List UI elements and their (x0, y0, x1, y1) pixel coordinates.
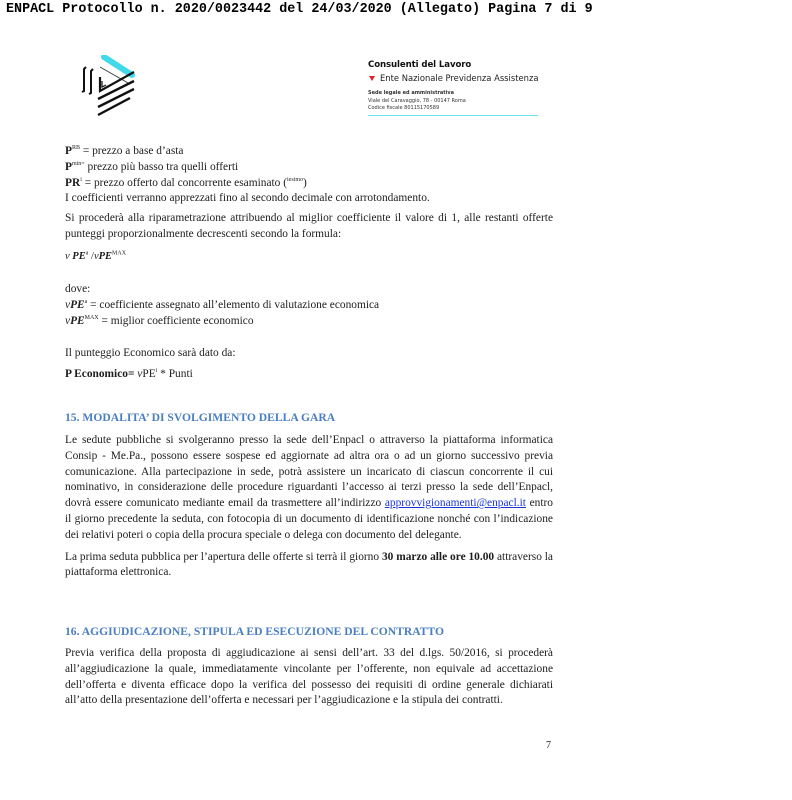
letterhead-office-label: Sede legale ed amministrativa (368, 90, 455, 96)
letterhead-address: Viale del Caravaggio, 78 - 00147 Roma (368, 97, 466, 104)
formula-sup: a (85, 250, 89, 257)
page-number: 7 (546, 740, 551, 751)
legend-sup: min= (71, 161, 85, 168)
first-session-date: 30 marzo alle ore 10.00 (381, 550, 495, 563)
legend-text: = prezzo offerto dal concorrente esaminato ( (81, 177, 287, 189)
letterhead-tax-code: Codice fiscale 80115170589 (368, 105, 440, 111)
legend-sup: i (80, 177, 82, 184)
formula-v: v (93, 251, 99, 262)
procurement-email-link[interactable]: approvvigionamenti@enpacl.it (384, 497, 526, 510)
score-formula (65, 368, 193, 380)
definition-sup: MAX (84, 315, 99, 322)
section-15-p2-text: La prima seduta pubblica per l’apertura delle offerte si terrà il giorno (65, 550, 382, 563)
rounding-note: I coefficienti verranno apprezzati fino al secondo decimale con arrotondamento. (65, 192, 430, 204)
legend-text: ) (303, 177, 307, 189)
section-15-body (65, 433, 553, 581)
legend-symbol: PR (65, 177, 81, 189)
section-15-paragraph-1 (65, 433, 553, 544)
formula (65, 251, 126, 262)
legend-sup: RB (71, 145, 80, 152)
legend-symbol: P (65, 145, 72, 157)
definition-line (65, 299, 379, 311)
definition-text: = coefficiente assegnato all’elemento di valutazione economica (87, 299, 380, 311)
letterhead (368, 60, 540, 116)
where-label: dove: (65, 283, 91, 295)
definition-v: v (65, 315, 71, 327)
section-15-p1-text: Le sedute pubbliche si svolgeranno presso la sede dell’Enpacl o attraverso la piattaforma informatica Consip - Me.Pa., possono essere sospese ed aggiornate ad altra ora o ad un giorno successivo previa comunicazione. Alla partecipazione in sede, potrà assistere un incaricato di ciascun concorrente il cui nominativo, in considerazione delle procedure riguardanti l’accesso ai terzi presso la sede dell’Enpacl, dovrà essere comunicato mediante email da trasmettere all’indirizzo (65, 434, 553, 510)
section-15-p1-text-after: entro il giorno precedente la seduta, con fotocopia di un documento di identificazione nonché con l’indicazione dei relativi poteri o copia della procura speciale o delega con documento del delegante. (65, 497, 553, 541)
formula-sup: MAX (112, 250, 127, 257)
definition-pe: PE (70, 299, 85, 311)
letterhead-divider (368, 115, 538, 117)
formula-slash: / (88, 251, 94, 262)
definition-sup: a (84, 299, 88, 306)
legend-text: = prezzo a base d’asta (79, 145, 184, 157)
legend-line-pmin (65, 161, 238, 173)
score-formula-sup: i (155, 368, 158, 375)
formula-v: v (65, 251, 70, 262)
enpacl-logo-icon (76, 55, 146, 125)
section-16-paragraph-1: Previa verifica della proposta di aggiudicazione ai sensi dell’art. 33 del d.lgs. 50/2016, si procederà all’aggiudicazione la quale, immediatamente vincolante per l’offerente, non equivale ad accettazione dell’offerta e diventa efficace dopo la verifica del possesso dei requisiti di ordine generale dichiarati all’atto della presentazione dell’offerta e necessari per l’aggiudicazione e la stipula dei contratti. (65, 647, 553, 707)
letterhead-subtitle-text: Ente Nazionale Previdenza Assistenza (380, 73, 539, 83)
definition-text: = miglior coefficiente economico (98, 315, 254, 327)
section-16-body (65, 646, 553, 709)
letterhead-subtitle (368, 73, 540, 83)
legend-line-pri (65, 177, 307, 189)
formula-pe: PE (72, 251, 86, 262)
section-15-paragraph-2 (65, 550, 553, 582)
score-formula-pe: PE (142, 368, 156, 380)
protocol-stamp: ENPACL Protocollo n. 2020/0023442 del 24/03/2020 (Allegato) Pagina 7 di 9 (6, 2, 593, 17)
reparam-paragraph (65, 211, 553, 243)
legend-text: prezzo più basso tra quelli offerti (84, 161, 239, 173)
score-formula-v: v (134, 368, 143, 380)
section-16-heading: 16. AGGIUDICAZIONE, STIPULA ED ESECUZIONE DEL CONTRATTO (65, 625, 445, 638)
section-15-p2-text-after: attraverso la piattaforma elettronica. (65, 550, 553, 579)
definition-line (65, 315, 254, 327)
red-triangle-icon (369, 76, 375, 81)
score-formula-label: P Economico= (65, 368, 135, 380)
legend-symbol: P (65, 161, 72, 173)
score-intro: Il punteggio Economico sarà dato da: (65, 347, 236, 359)
legend-line-prb (65, 145, 184, 157)
letterhead-org: Consulenti del Lavoro (368, 60, 472, 70)
score-formula-rest: * Punti (157, 368, 193, 380)
legend-sup: iesimo (287, 177, 303, 184)
definition-v: v (65, 299, 71, 311)
definition-pe: PE (70, 315, 85, 327)
section-15-heading: 15. MODALITA’ DI SVOLGIMENTO DELLA GARA (65, 411, 336, 424)
formula-pe: PE (98, 251, 113, 262)
reparam-text: Si procederà alla riparametrazione attribuendo al miglior coefficiente il valore di 1, alle restanti offerte punteggi proporzionalmente decrescenti secondo la formula: (65, 212, 553, 240)
